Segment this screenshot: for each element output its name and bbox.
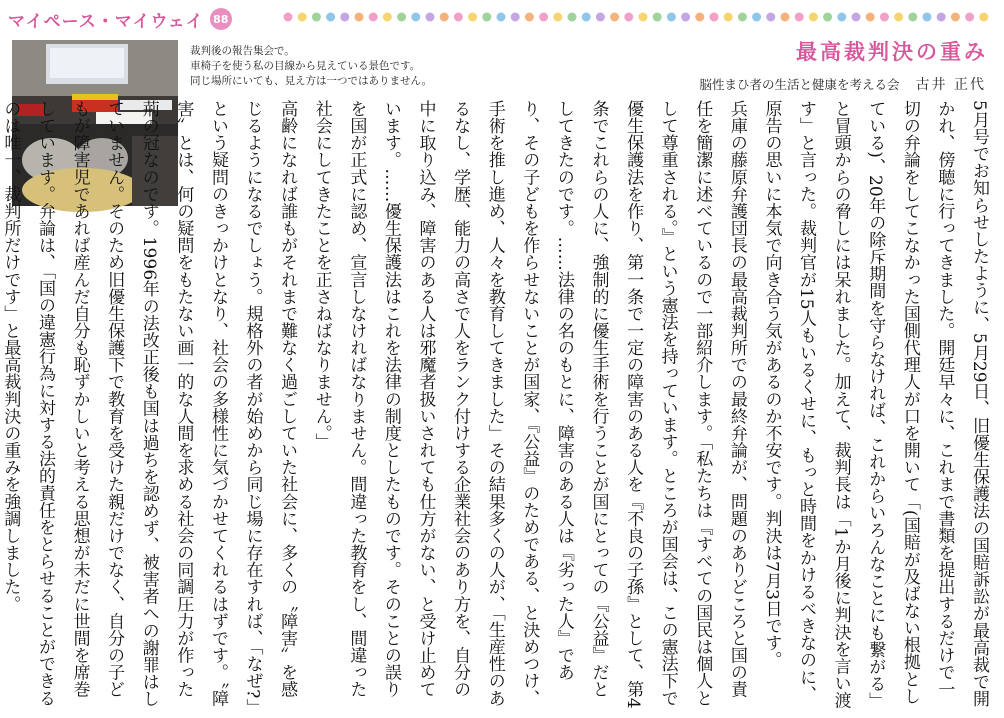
decorative-dot <box>724 13 733 22</box>
series-title: マイペース・マイウェイ <box>8 11 204 32</box>
decorative-dot <box>383 13 392 22</box>
decorative-dot <box>894 13 903 22</box>
decorative-dot <box>710 13 719 22</box>
decorative-dot <box>284 13 293 22</box>
decorative-dot <box>355 13 364 22</box>
article-body <box>0 100 996 712</box>
decorative-dot <box>539 13 548 22</box>
decorative-dot <box>809 13 818 22</box>
decorative-dot <box>667 13 676 22</box>
series-header <box>8 6 232 32</box>
decorative-dot <box>766 13 775 22</box>
decorative-dot <box>653 13 662 22</box>
decorative-dot <box>582 13 591 22</box>
caption-line: 裁判後の報告集会で。 <box>190 45 295 57</box>
decorative-dot <box>525 13 534 22</box>
decorative-dot <box>695 13 704 22</box>
decorative-dot <box>482 13 491 22</box>
organization-name: 脳性まひ者の生活と健康を考える会 <box>699 77 900 92</box>
decorative-dot <box>596 13 605 22</box>
decorative-dot <box>880 13 889 22</box>
caption-line: 車椅子を使う私の目線から見えている景色です。 <box>190 60 421 72</box>
decorative-dot <box>553 13 562 22</box>
decorative-dot <box>497 13 506 22</box>
decorative-dot <box>908 13 917 22</box>
decorative-dot <box>639 13 648 22</box>
paragraph: 高齢になれば誰もがそれまで難なく過ごしていた社会に、多くの〝障害〟を感じるようになるでしょう。規格外の者が始めから同じ場に存在すれば、「なぜ?」という疑問のきっかけとなり、社会の多様性に気づかせてくれるはずです。〝障害〟とは、何の疑問をもたない画一的な人間を求める社会の同調圧力が作った荊の冠なのです。1996年の法改正後も国は過ちを認めず、被害者への謝罪はしていません。そのため旧優生保護下で教育を受けた親だけでなく、自分の子どもが障害児であれば産んだ自分も恥ずかしいと考える思想が未だに世間を席巻しています。弁論は、「国の違憲行為に対する法的責任をとらせることができるのは唯一、裁判所だけです」と最高裁判決の重みを強調しました。 <box>0 100 298 708</box>
decorative-dot <box>951 13 960 22</box>
decorative-dot <box>426 13 435 22</box>
article-title: 最高裁判決の重み <box>796 40 988 64</box>
decorative-dot <box>326 13 335 22</box>
decorative-dot <box>795 13 804 22</box>
decorative-dot <box>454 13 463 22</box>
decorative-dot <box>298 13 307 22</box>
decorative-dot <box>965 13 974 22</box>
decorative-dot <box>610 13 619 22</box>
decorative-dot <box>369 13 378 22</box>
dotted-divider <box>282 9 994 25</box>
decorative-dot <box>823 13 832 22</box>
decorative-dot <box>312 13 321 22</box>
decorative-dot <box>752 13 761 22</box>
decorative-dot <box>852 13 861 22</box>
decorative-dot <box>979 13 988 22</box>
decorative-dot <box>681 13 690 22</box>
decorative-dot <box>411 13 420 22</box>
decorative-dot <box>923 13 932 22</box>
decorative-dot <box>511 13 520 22</box>
decorative-dot <box>468 13 477 22</box>
decorative-dot <box>624 13 633 22</box>
photo-caption <box>190 44 432 89</box>
decorative-dot <box>440 13 449 22</box>
paragraph: 兵庫の藤原弁護団長の最高裁判所での最終弁論が、問題のありどころと国の責任を簡潔に述べているので一部紹介します。「私たちは『すべての国民は個人として尊重される。』という憲法を持っています。ところが国会は、この憲法下で優生保護法を作り、第一条で一定の障害のある人を『不良の子孫』として、第4条でこれらの人に、強制的に優生手術を行うことが国にとっての『公益』だとしてきたのです。……法律の名のもとに、障害のある人は『劣った人』であり、その子どもを作らせないことが国家、『公益』のためである、と決めつけ、手術を推し進め、人々を教育してきました」その結果多くの人が、「生産性のあるなし、学歴、能力の高さで人をランク付けする企業社会のあり方を、自分の中に取り込み、障害のある人は邪魔者扱いされても仕方がない、と受け止めています。……優生保護法はこれを法律の制度としたものです。そのことの誤りを国が正式に認め、宣言しなければなりません。間違った教育をし、間違った社会にしてきたことを正さねばなりません。」 <box>311 100 747 709</box>
decorative-dot <box>937 13 946 22</box>
decorative-dot <box>781 13 790 22</box>
paragraph: 5月号でお知らせしたように、5月29日、旧優生保護法の国賠訴訟が最高裁で開かれ、傍聴に行ってきました。開廷早々に、これまで書類を提出するだけで一切の弁論をしてこなかった国側代理人が口を開いて「(国賠が及ばない根拠としている)、20年の除斥期間を守らなければ、これからいろんなことにも繋がる」と冒頭からの脅しには呆れました。加えて、裁判長は「1か月後に判決を言い渡す」と言った。裁判官が15人もいるくせに、もっと時間をかけるべきなのに、原告の思いに本気で向き合う気があるのか不安です。判決は7月3日です。 <box>761 100 989 710</box>
decorative-dot <box>738 13 747 22</box>
decorative-dot <box>837 13 846 22</box>
author-name: 古井 正代 <box>915 77 986 93</box>
byline <box>700 74 986 94</box>
decorative-dot <box>397 13 406 22</box>
decorative-dot <box>340 13 349 22</box>
decorative-dot <box>866 13 875 22</box>
series-number-badge: 88 <box>210 8 232 30</box>
caption-line: 同じ場所にいても、見え方は一つではありません。 <box>190 75 433 87</box>
decorative-dot <box>568 13 577 22</box>
